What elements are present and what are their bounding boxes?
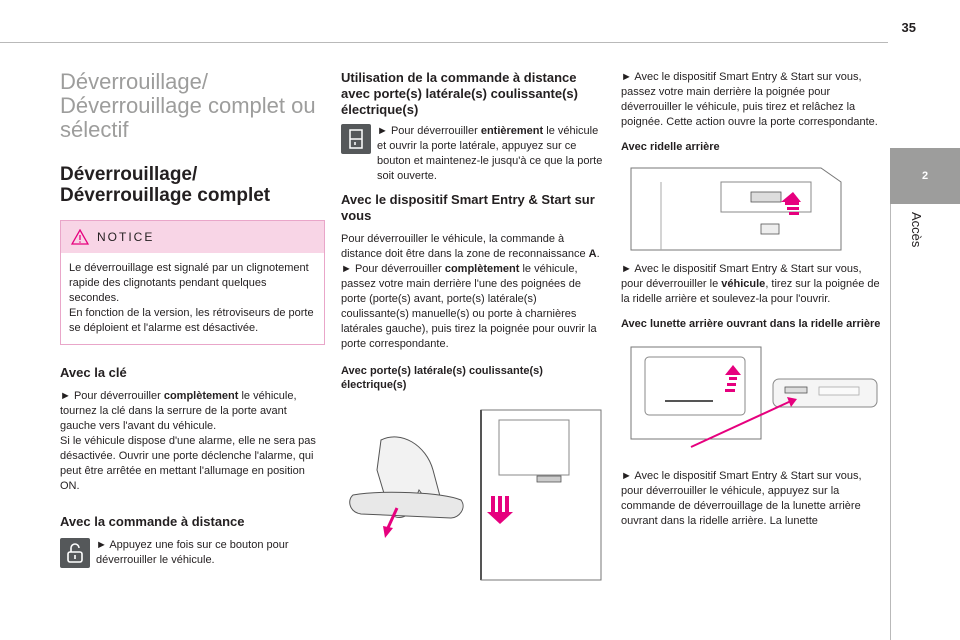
sliding-text-1 — [377, 124, 605, 184]
remote-sliding-title: Utilisation de la commande à distance avec porte(s) latérale(s) coulissante(s) électrique(s) — [341, 70, 578, 117]
sliding-door-key-icon — [341, 124, 371, 154]
sliding-electric-title: Avec porte(s) latérale(s) coulissante(s) électrique(s) — [341, 365, 543, 391]
smart-text-1c: . — [596, 248, 600, 260]
door-text-1: ► Avec le dispositif Smart Entry & Start sur vous, passez votre main derrière la poignée pour déverrouiller le véhicule, puis tirez et relâchez la poignée. Cette action ouvre la porte correspondante. — [621, 71, 878, 128]
key-text-1 — [60, 389, 325, 434]
smart-text-1 — [341, 232, 605, 262]
sliding-text-1a: ► Pour déverrouiller — [377, 125, 481, 137]
smart-text-2b: complètement — [444, 263, 520, 275]
window-text: ► Avec le dispositif Smart Entry & Start sur vous, pour déverrouiller le véhicule, appuyez sur la commande de déverrouillage de la lunette arrière ouvrant dans la ridelle arrière. La lunette — [621, 470, 862, 527]
tailgate-text-c: , tirez sur la poignée de la ridelle arrière et soulevez-la pour l'ouvrir. — [621, 278, 880, 305]
key-title: Avec la clé — [60, 365, 127, 380]
smart-title: Avec le dispositif Smart Entry & Start sur vous — [341, 192, 595, 223]
notice-body — [61, 253, 324, 344]
remote-text: ► Appuyez une fois sur ce bouton pour déverrouiller le véhicule. — [96, 539, 289, 566]
smart-text-2c: le véhicule, passez votre main derrière l'une des poignées de porte (porte(s) avant, porte(s) latérale(s) coulissante(s) manuelle(s) ou porte à charnières latérales gauche), puis tirez la poignée pour ouvrir la porte correspondante. — [341, 263, 597, 350]
rear-window-illustration — [621, 339, 885, 459]
remote-row — [60, 538, 325, 568]
smart-text-1a: Pour déverrouiller le véhicule, la commande à distance doit être dans la zone de reconnaissance — [341, 233, 589, 260]
side-rule — [890, 204, 891, 640]
notice-label: NOTICE — [97, 230, 155, 244]
tailgate-illustration — [621, 162, 885, 252]
tailgate-text — [621, 262, 885, 307]
section-title: Déverrouillage/ Déverrouillage complet — [60, 164, 271, 206]
warning-triangle-icon — [71, 229, 89, 245]
notice-text-1: Le déverrouillage est signalé par un clignotement rapide des clignotants pendant quelques secondes. — [69, 262, 309, 304]
smart-text-1b: A — [588, 248, 597, 260]
chapter-tab: 2 — [890, 148, 960, 204]
top-rule — [0, 42, 888, 43]
key-text-1c: le véhicule, tournez la clé dans la serrure de la porte avant gauche vers l'avant du véhicule. — [60, 390, 297, 432]
column-1 — [60, 70, 325, 574]
chapter-label: Accès — [909, 212, 924, 248]
unlock-key-icon — [60, 538, 90, 568]
sliding-text-1b: entièrement — [480, 125, 544, 137]
key-text-1b: complètement — [163, 390, 239, 402]
tailgate-title: Avec ridelle arrière — [621, 141, 720, 153]
sliding-text-1c: le véhicule et ouvrir la porte latérale, appuyez sur ce bouton et maintenez-le jusqu'à ce que la porte soit ouverte. — [377, 125, 603, 182]
tailgate-text-b: véhicule — [721, 278, 766, 290]
remote-title: Avec la commande à distance — [60, 514, 245, 529]
key-text-2: Si le véhicule dispose d'une alarme, elle ne sera pas désactivée. Ouvrir une porte déclenche l'alarme, qui peut être arrêtée en mettant l'allumage en position ON. — [60, 435, 316, 492]
main-title: Déverrouillage/ Déverrouillage complet ou sélectif — [60, 69, 316, 142]
sliding-door-illustration — [341, 400, 605, 585]
page-number: 35 — [901, 20, 916, 35]
sliding-row — [341, 124, 605, 184]
window-title: Avec lunette arrière ouvrant dans la ridelle arrière — [621, 318, 881, 330]
tailgate-text-a: ► Avec le dispositif Smart Entry & Start sur vous, pour déverrouiller le — [621, 263, 862, 290]
key-text-1a: ► Pour déverrouiller — [60, 390, 164, 402]
notice-box — [60, 220, 325, 345]
smart-text-2 — [341, 262, 605, 352]
smart-text-2a: ► Pour déverrouiller — [341, 263, 445, 275]
notice-header — [61, 221, 324, 253]
column-2 — [341, 70, 605, 595]
column-3 — [621, 70, 885, 535]
notice-text-2: En fonction de la version, les rétroviseurs de porte se déploient et l'alarme est désactivée. — [69, 307, 314, 334]
